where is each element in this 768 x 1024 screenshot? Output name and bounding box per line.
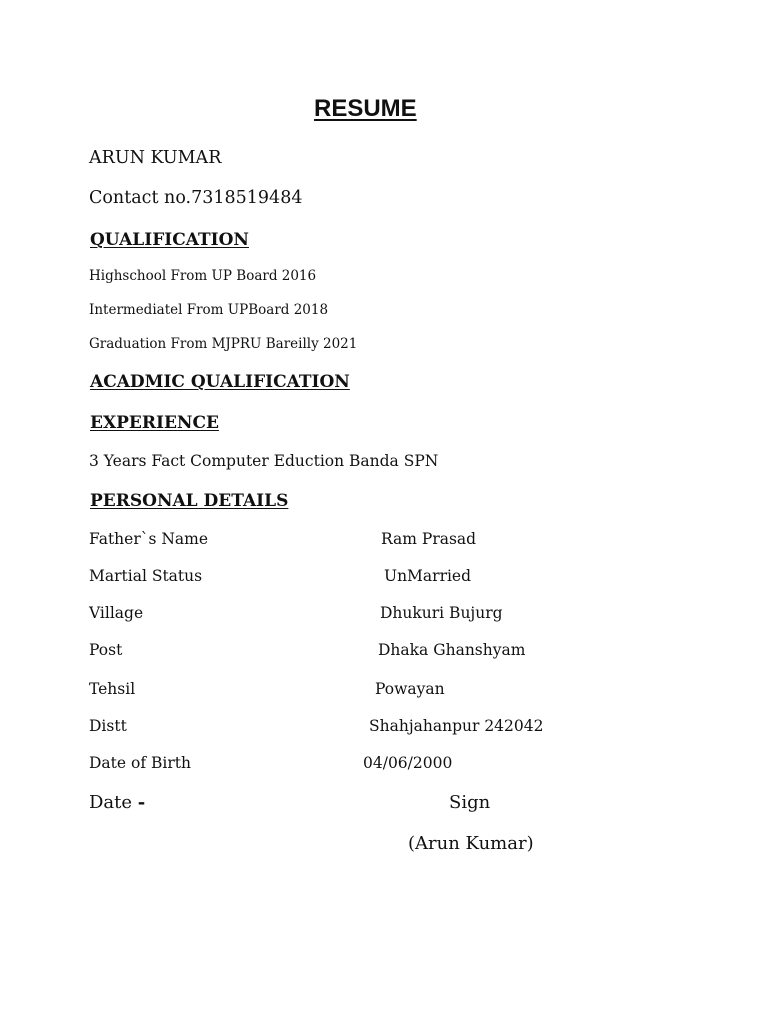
date-label: Date bbox=[89, 792, 138, 813]
date-dash: - bbox=[137, 792, 146, 813]
experience-heading: EXPERIENCE bbox=[90, 413, 219, 433]
qualification-item: Intermediatel From UPBoard 2018 bbox=[89, 302, 329, 318]
experience-text: 3 Years Fact Computer Eduction Banda SPN bbox=[89, 452, 439, 470]
contact-number: Contact no.7318519484 bbox=[89, 188, 303, 208]
detail-label-fathers-name: Father`s Name bbox=[89, 530, 209, 548]
resume-title: RESUME bbox=[314, 95, 417, 122]
signatory-name: (Arun Kumar) bbox=[408, 833, 534, 854]
detail-label-district: Distt bbox=[89, 717, 127, 735]
detail-value-tehsil: Powayan bbox=[375, 680, 445, 698]
personal-details-heading: PERSONAL DETAILS bbox=[90, 491, 289, 511]
detail-label-tehsil: Tehsil bbox=[89, 680, 136, 698]
detail-label-date-of-birth: Date of Birth bbox=[89, 754, 191, 772]
sign-label: Sign bbox=[449, 792, 491, 813]
date-line bbox=[89, 792, 145, 813]
qualification-heading: QUALIFICATION bbox=[90, 230, 249, 250]
detail-value-marital-status: UnMarried bbox=[384, 567, 472, 585]
detail-label-village: Village bbox=[89, 604, 144, 622]
detail-value-date-of-birth: 04/06/2000 bbox=[363, 754, 453, 772]
detail-value-district: Shahjahanpur 242042 bbox=[369, 717, 544, 735]
academic-qualification-heading: ACADMIC QUALIFICATION bbox=[90, 372, 350, 392]
detail-value-village: Dhukuri Bujurg bbox=[380, 604, 503, 622]
detail-label-post: Post bbox=[89, 641, 123, 659]
candidate-name: ARUN KUMAR bbox=[89, 148, 222, 168]
detail-value-fathers-name: Ram Prasad bbox=[381, 530, 477, 548]
detail-value-post: Dhaka Ghanshyam bbox=[378, 641, 526, 659]
qualification-item: Highschool From UP Board 2016 bbox=[89, 268, 317, 284]
qualification-item: Graduation From MJPRU Bareilly 2021 bbox=[89, 336, 358, 352]
detail-label-marital-status: Martial Status bbox=[89, 567, 203, 585]
